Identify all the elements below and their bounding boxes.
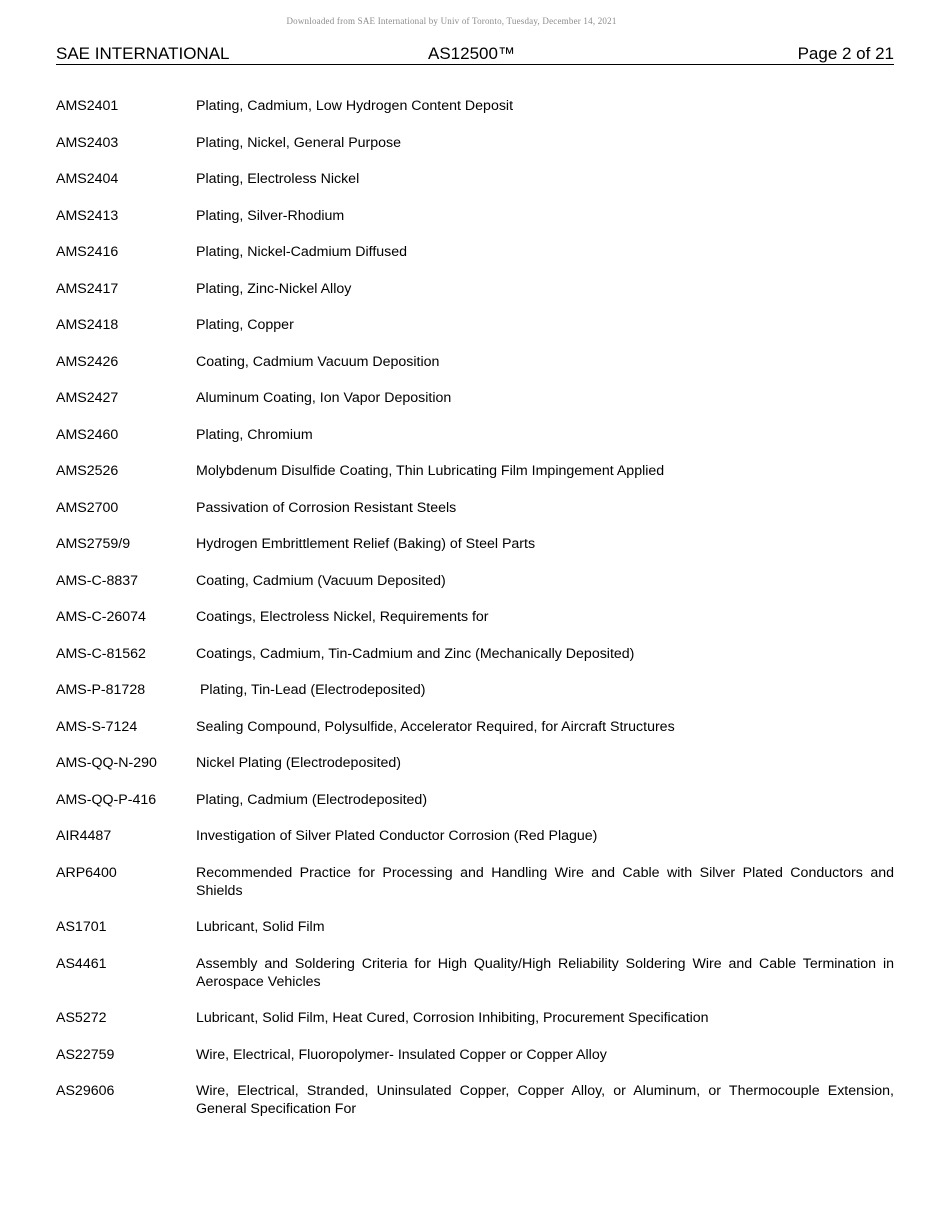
reference-row [56,1046,894,1064]
reference-row [56,718,894,736]
reference-row [56,827,894,845]
header-document-id: AS12500™ [428,44,515,63]
reference-row [56,243,894,261]
reference-row [56,955,894,991]
reference-row [56,170,894,188]
reference-list [56,97,894,1137]
reference-code: AMS2427 [56,390,119,406]
reference-code: AS29606 [56,1083,115,1099]
reference-code: AS4461 [56,955,107,972]
reference-code: AMS-S-7124 [56,718,138,735]
reference-code: AMS-C-81562 [56,645,146,662]
reference-title: Plating, Nickel-Cadmium Diffused [196,244,408,260]
reference-title: Plating, Silver-Rhodium [196,207,345,224]
reference-row [56,134,894,152]
reference-code: ARP6400 [56,864,117,881]
reference-title: Investigation of Silver Plated Conductor Corrosion (Red Plague) [196,828,598,844]
reference-title: Aluminum Coating, Ion Vapor Deposition [196,390,452,406]
reference-code: AMS-P-81728 [56,682,146,698]
reference-title: Wire, Electrical, Fluoropolymer- Insulated Copper or Copper Alloy [196,1046,607,1063]
reference-row [56,1009,894,1027]
reference-row [56,791,894,809]
reference-row [56,918,894,936]
reference-title: Plating, Tin-Lead (Electrodeposited) [196,682,426,698]
reference-row [56,462,894,480]
reference-title: Hydrogen Embrittlement Relief (Baking) of Steel Parts [196,536,536,552]
reference-title: Coatings, Electroless Nickel, Requirements for [196,609,489,625]
reference-title: Coatings, Cadmium, Tin-Cadmium and Zinc (Mechanically Deposited) [196,645,635,662]
reference-code: AMS2417 [56,280,119,297]
reference-title: Lubricant, Solid Film, Heat Cured, Corrosion Inhibiting, Procurement Specification [196,1010,709,1026]
reference-code: AIR4487 [56,828,112,844]
reference-row [56,207,894,225]
reference-code: AMS2416 [56,244,119,260]
reference-title: Nickel Plating (Electrodeposited) [196,755,402,771]
reference-code: AMS2403 [56,134,119,151]
reference-row [56,864,894,900]
reference-title: Plating, Electroless Nickel [196,171,360,187]
reference-title: Coating, Cadmium (Vacuum Deposited) [196,572,446,589]
reference-code: AMS2413 [56,207,119,224]
reference-code: AMS2526 [56,463,119,479]
reference-row [56,535,894,553]
reference-row [56,572,894,590]
reference-row [56,353,894,371]
reference-code: AS5272 [56,1010,107,1026]
reference-title: Plating, Cadmium, Low Hydrogen Content Deposit [196,98,514,114]
reference-row [56,280,894,298]
reference-code: AMS2426 [56,353,119,370]
reference-code: AMS2404 [56,171,119,187]
reference-code: AMS-C-8837 [56,572,139,589]
reference-row [56,754,894,772]
reference-title: Assembly and Soldering Criteria for High Quality/High Reliability Soldering Wire and Cable Termination in Aerospace Vehicles [196,955,894,990]
reference-title: Plating, Zinc-Nickel Alloy [196,280,352,297]
reference-title: Sealing Compound, Polysulfide, Accelerator Required, for Aircraft Structures [196,718,675,735]
download-watermark: Downloaded from SAE International by Univ of Toronto, Tuesday, December 14, 2021 [286,16,617,26]
reference-title: Recommended Practice for Processing and Handling Wire and Cable with Silver Plated Conductors and Shields [196,864,894,899]
reference-title: Wire, Electrical, Stranded, Uninsulated Copper, Copper Alloy, or Aluminum, or Thermocouple Extension, General Specification For [196,1083,894,1117]
reference-row [56,97,894,115]
reference-row [56,499,894,517]
reference-code: AMS2418 [56,317,119,333]
reference-row [56,316,894,334]
page-header [56,44,894,65]
header-page-number: Page 2 of 21 [797,44,894,63]
reference-code: AMS-QQ-N-290 [56,755,157,771]
reference-title: Plating, Cadmium (Electrodeposited) [196,791,428,808]
reference-code: AMS2460 [56,426,119,443]
reference-code: AMS2401 [56,98,119,114]
header-organization: SAE INTERNATIONAL [56,44,230,63]
reference-row [56,389,894,407]
reference-title: Coating, Cadmium Vacuum Deposition [196,353,440,370]
reference-code: AMS2700 [56,499,119,516]
reference-title: Passivation of Corrosion Resistant Steels [196,499,457,516]
reference-title: Plating, Copper [196,317,294,333]
reference-title: Plating, Chromium [196,426,313,443]
reference-code: AS1701 [56,919,107,935]
reference-title: Plating, Nickel, General Purpose [196,134,402,151]
reference-row [56,645,894,663]
reference-row [56,681,894,699]
reference-row [56,426,894,444]
reference-code: AMS-C-26074 [56,609,146,625]
reference-title: Molybdenum Disulfide Coating, Thin Lubricating Film Impingement Applied [196,463,665,479]
reference-code: AMS-QQ-P-416 [56,791,157,808]
reference-code: AMS2759/9 [56,536,131,552]
reference-title: Lubricant, Solid Film [196,919,325,935]
reference-code: AS22759 [56,1046,115,1063]
reference-row [56,1082,894,1118]
reference-row [56,608,894,626]
